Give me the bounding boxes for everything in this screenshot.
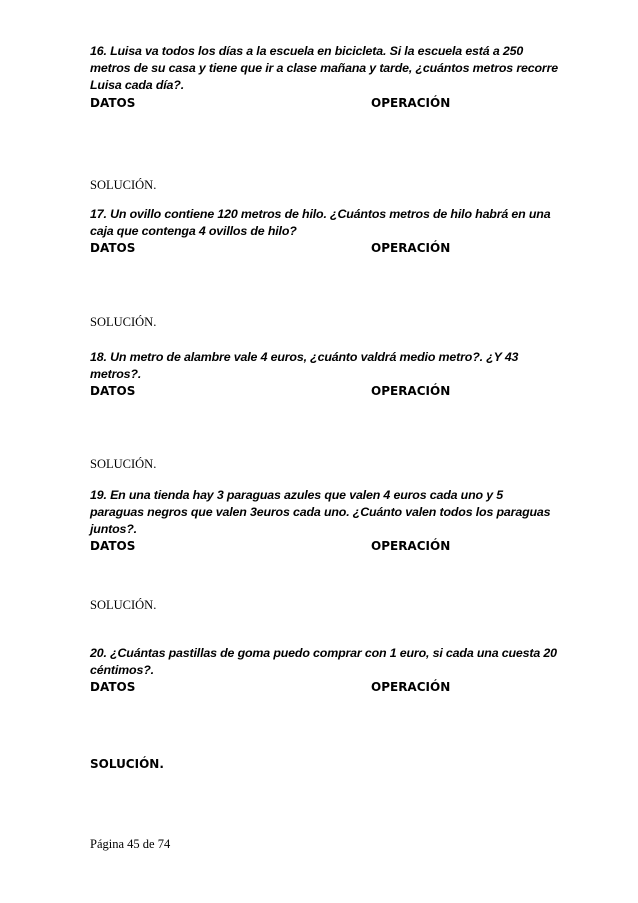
operacion-label: OPERACIÓN	[371, 539, 451, 553]
problem-18-labels	[90, 383, 560, 400]
datos-label: DATOS	[90, 96, 136, 110]
problem-20-labels	[90, 679, 560, 696]
problem-20-text: 20. ¿Cuántas pastillas de goma puedo comprar con 1 euro, si cada una cuesta 20 céntimos?.	[90, 646, 557, 677]
problem-17-text: 17. Un ovillo contiene 120 metros de hilo. ¿Cuántos metros de hilo habrá en una caja que contenga 4 ovillos de hilo?	[90, 207, 551, 238]
datos-label: DATOS	[90, 384, 136, 398]
operacion-label: OPERACIÓN	[371, 241, 451, 255]
problem-19-labels	[90, 538, 560, 555]
datos-label: DATOS	[90, 680, 136, 694]
problem-19-solucion: SOLUCIÓN.	[90, 598, 157, 612]
problem-16-solucion: SOLUCIÓN.	[90, 178, 157, 192]
datos-label: DATOS	[90, 539, 136, 553]
problem-17-labels	[90, 240, 560, 257]
problem-18-text: 18. Un metro de alambre vale 4 euros, ¿cuánto valdrá medio metro?. ¿Y 43 metros?.	[90, 350, 519, 381]
datos-label: DATOS	[90, 241, 136, 255]
problem-16-text: 16. Luisa va todos los días a la escuela en bicicleta. Si la escuela está a 250 metros de su casa y tiene que ir a clase mañana y tarde, ¿cuántos metros recorre Luisa cada día?.	[90, 44, 558, 92]
problem-18-solucion: SOLUCIÓN.	[90, 457, 157, 471]
page-number: Página 45 de 74	[90, 837, 171, 851]
operacion-label: OPERACIÓN	[371, 384, 451, 398]
problem-16-labels	[90, 95, 560, 112]
operacion-label: OPERACIÓN	[371, 96, 451, 110]
problem-17-solucion: SOLUCIÓN.	[90, 315, 157, 329]
problem-20-solucion: SOLUCIÓN.	[90, 757, 164, 771]
problem-19-text: 19. En una tienda hay 3 paraguas azules que valen 4 euros cada uno y 5 paraguas negros que valen 3euros cada uno. ¿Cuánto valen todos los paraguas juntos?.	[90, 488, 551, 536]
operacion-label: OPERACIÓN	[371, 680, 451, 694]
